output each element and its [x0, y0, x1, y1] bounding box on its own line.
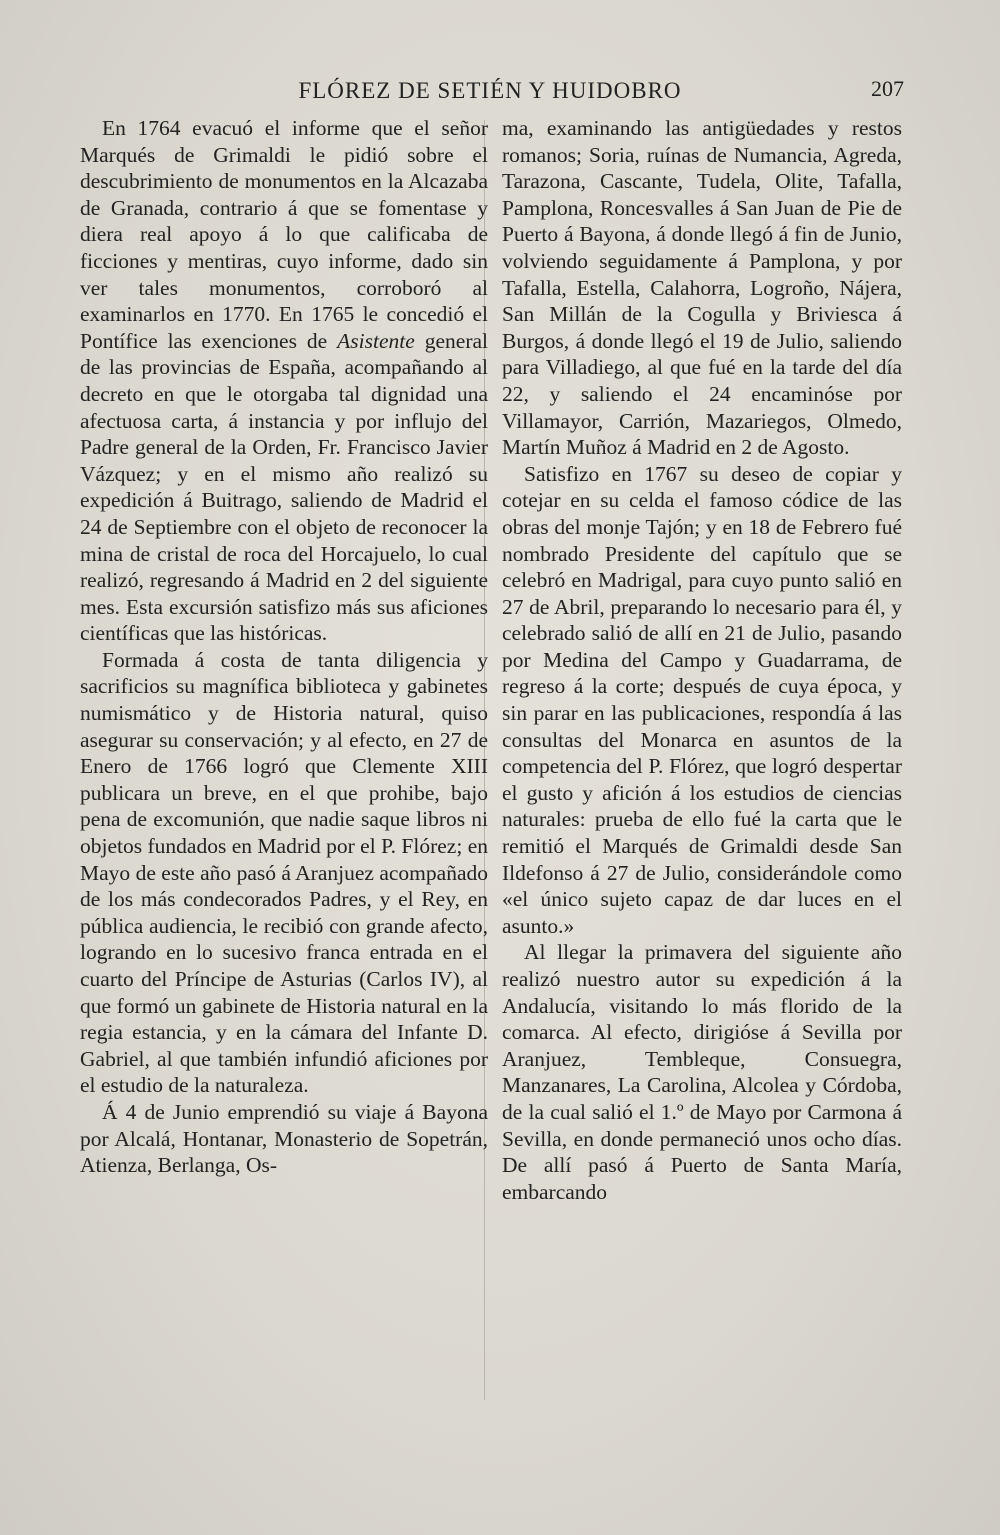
- paragraph: Al llegar la primavera del siguiente año realizó nuestro autor su expedición á la Andalucía, visitando lo más florido de la comarca. Al efecto, dirigióse á Sevilla por Aranjuez, Tembleque, Consuegra, Manzanares, La Carolina, Alcolea y Córdoba, de la cual salió el 1.º de Mayo por Carmona á Sevilla, en donde permaneció unos ocho días. De allí pasó á Puerto de Santa María, embarcando: [502, 940, 902, 1204]
- paragraph: Formada á costa de tanta diligencia y sacrificios su magnífica biblioteca y gabinetes numismático y de Historia natural, quiso asegurar su conservación; y al efecto, en 27 de Enero de 1766 logró que Clemente XIII publicara un breve, en el que prohibe, bajo pena de excomunión, que nadie saque libros ni objetos fundados en Madrid por el P. Flórez; en Mayo de este año pasó á Aranjuez acompañado de los más condecorados Padres, y el Rey, en pública audiencia, le recibió con grande afecto, logrando en lo sucesivo franca entrada en el cuarto del Príncipe de Asturias (Carlos IV), al que formó un gabinete de Historia natural en la regia estancia, y en la cámara del Infante D. Gabriel, al que también infundió aficiones por el estudio de la naturaleza.: [80, 647, 488, 1098]
- paragraph: Á 4 de Junio emprendió su viaje á Bayona por Alcalá, Hontanar, Monasterio de Sopetrán, Atienza, Berlanga, Os-: [80, 1099, 488, 1178]
- page-number: 207: [871, 76, 904, 101]
- right-column: [502, 115, 902, 1205]
- paragraph: Satisfizo en 1767 su deseo de copiar y cotejar en su celda el famoso códice de las obras del monje Tajón; y en 18 de Febrero fué nombrado Presidente del capítulo que se celebró en Madrigal, para cuyo punto salió en 27 de Abril, preparando lo necesario para él, y celebrado salió de allí en 21 de Julio, pasando por Medina del Campo y Guadarrama, de regreso á la corte; después de cuya época, y sin parar en las publicaciones, respondía á las consultas del Monarca en asuntos de la competencia del P. Flórez, que logró despertar el gusto y afición á los estudios de ciencias naturales: prueba de ello fué la carta que le remitió el Marqués de Grimaldi desde San Ildefonso á 27 de Julio, considerándole como «el único sujeto capaz de dar luces en el asunto.»: [502, 461, 902, 938]
- paragraph-continued: ma, examinando las antigüedades y restos romanos; Soria, ruínas de Numancia, Agreda, Tarazona, Cascante, Tudela, Olite, Tafalla, Pamplona, Roncesvalles á San Juan de Pie de Puerto á Bayona, á donde llegó á fin de Junio, volviendo seguidamente á Pamplona, y por Tafalla, Estella, Calahorra, Logroño, Nájera, San Millán de la Cogulla y Briviesca á Burgos, á donde llegó el 19 de Julio, saliendo para Villadiego, al que fué en la tarde del día 22, y saliendo el 24 encaminóse por Villamayor, Carrión, Mazariegos, Olmedo, Martín Muñoz á Madrid en 2 de Agosto.: [502, 116, 902, 460]
- text-run: En 1764 evacuó el informe que el señor Marqués de Grimaldi le pidió sobre el descubrimiento de monumentos en la Alcazaba de Granada, contrario á que se fomentase y diera real apoyo á lo que calificaba de ficciones y mentiras, cuyo informe, dado sin ver tales monumentos, corroboró al examinarlos en 1770. En 1765 le concedió el Pontífice las exenciones de: [80, 116, 488, 353]
- running-head: [80, 72, 904, 108]
- text-run: general de las provincias de España, acompañando al decreto en que le otorgaba tal dignidad una afectuosa carta, á instancia y por influjo del Padre general de la Orden, Fr. Francisco Javier Vázquez; y en el mismo año realizó su expedición á Buitrago, saliendo de Madrid el 24 de Septiembre con el objeto de reconocer la mina de cristal de roca del Horcajuelo, lo cual realizó, regresando á Madrid en 2 del siguiente mes. Esta excursión satisfizo más sus aficiones científicas que las históricas.: [80, 328, 489, 646]
- running-title: FLÓREZ DE SETIÉN Y HUIDOBRO: [298, 78, 682, 103]
- left-column: [80, 115, 488, 1179]
- italic-term: Asistente: [337, 328, 415, 353]
- paragraph: [80, 115, 488, 647]
